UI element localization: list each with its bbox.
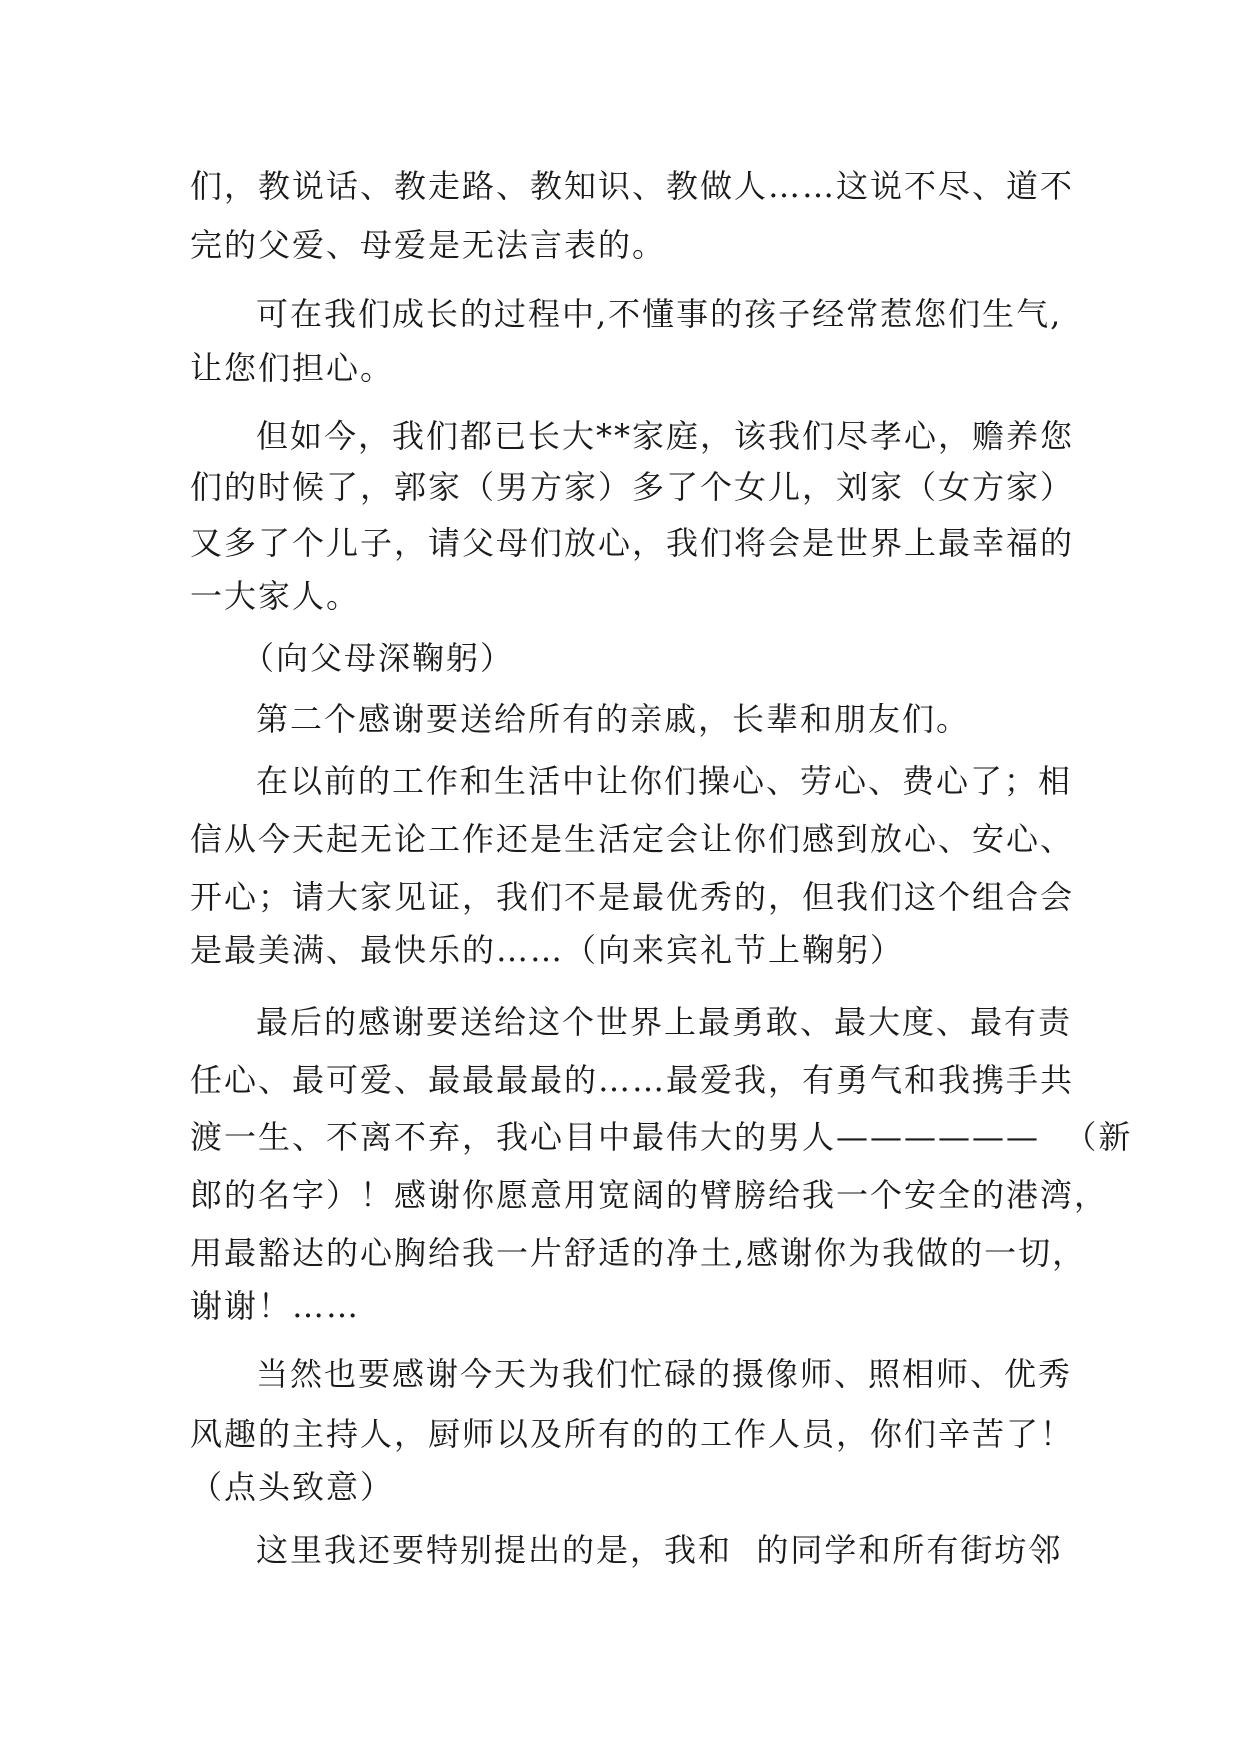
text-line: 是最美满、最快乐的……（向来宾礼节上鞠躬） [190,931,905,969]
text-line: 开心；请大家见证，我们不是最优秀的，但我们这个组合会 [190,878,1075,916]
text-line: 第二个感谢要送给所有的亲戚，长辈和朋友们。 [256,700,971,738]
text-line: 最后的感谢要送给这个世界上最勇敢、最大度、最有责 [256,1003,1073,1041]
text-line: 但如今，我们都已长大**家庭，该我们尽孝心，赡养您 [256,417,1075,455]
text-line: （向父母深鞠躬） [242,639,515,677]
text-line: 任心、最可爱、最最最最的……最爱我，有勇气和我携手共 [190,1061,1075,1099]
text-line: 让您们担心。 [190,349,395,387]
text-line: 在以前的工作和生活中让你们操心、劳心、费心了；相 [256,762,1073,800]
text-line: 这里我还要特别提出的是，我和 的同学和所有街坊邻 [256,1531,1063,1569]
text-line: 风趣的主持人，厨师以及所有的的工作人员，你们辛苦了！ [190,1415,1075,1453]
text-line: 信从今天起无论工作还是生活定会让你们感到放心、安心、 [190,820,1075,858]
text-line: 一大家人。 [190,577,361,615]
text-line: 完的父爱、母爱是无法言表的。 [190,226,667,264]
text-line: 可在我们成长的过程中,不懂事的孩子经常惹您们生气, [256,295,1063,333]
text-line: 渡一生、不离不弃，我心目中最伟大的男人—————— （新 [190,1118,1133,1156]
text-line: 郎的名字）！感谢你愿意用宽阔的臂膀给我一个安全的港湾， [190,1176,1109,1214]
text-line: 当然也要感谢今天为我们忙碌的摄像师、照相师、优秀 [256,1355,1073,1393]
text-line: 用最豁达的心胸给我一片舒适的净土,感谢你为我做的一切， [190,1234,1087,1272]
text-line: （点头致意） [190,1468,395,1506]
text-line: 们，教说话、教走路、教知识、教做人……这说不尽、道不 [190,167,1075,205]
text-line: 谢谢！…… [190,1287,361,1325]
text-line: 又多了个儿子，请父母们放心，我们将会是世界上最幸福的 [190,524,1075,562]
text-line: 们的时候了，郭家（男方家）多了个女儿，刘家（女方家） [190,468,1075,506]
